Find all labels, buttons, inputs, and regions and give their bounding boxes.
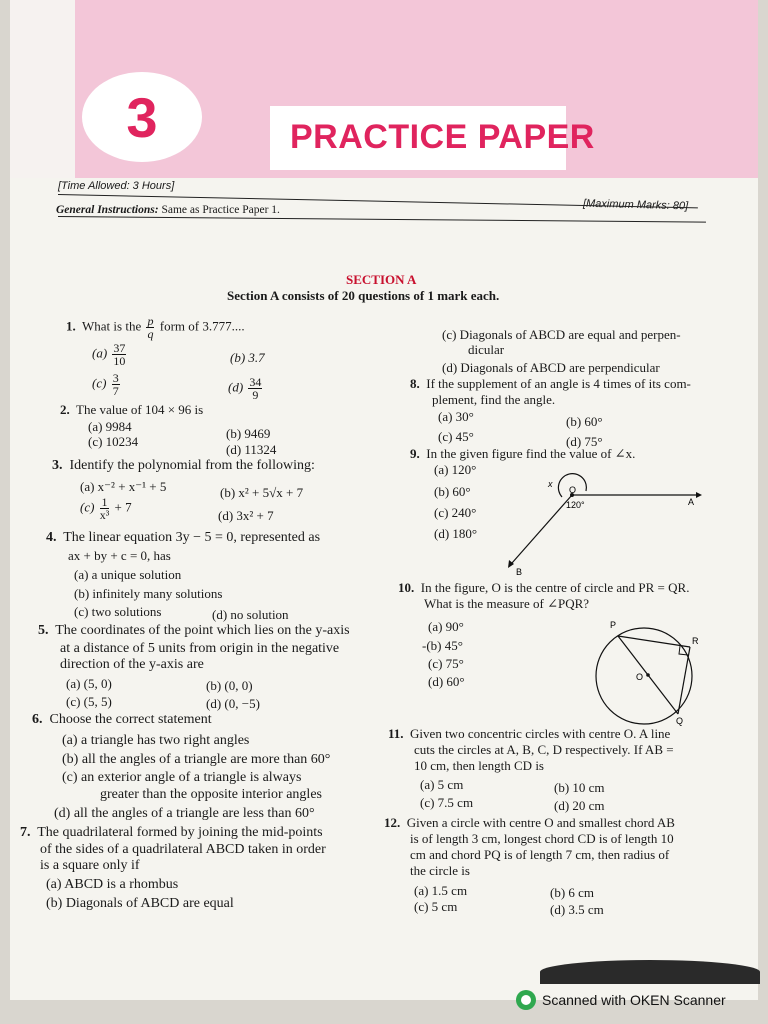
question-1	[66, 315, 245, 340]
question-6	[32, 712, 212, 727]
q12-line-1: Given a circle with centre O and smallest chord AB	[406, 815, 675, 830]
question-11	[388, 726, 670, 741]
q4-option-a: (a) a unique solution	[74, 567, 182, 582]
q7-option-b: (b) Diagonals of ABCD are equal	[46, 896, 234, 911]
q8-number: 8.	[410, 376, 420, 391]
section-subheading: Section A consists of 20 questions of 1 mark each.	[227, 288, 500, 303]
q3-text: Identify the polynomial from the following:	[69, 458, 315, 473]
question-12	[384, 815, 675, 830]
question-5	[38, 623, 350, 638]
q6-option-a: (a) a triangle has two right angles	[62, 733, 250, 748]
scanner-text: Scanned with OKEN Scanner	[542, 992, 726, 1008]
q6-number: 6.	[32, 712, 43, 727]
q7-line-1: The quadrilateral formed by joining the mid-points	[37, 825, 323, 840]
q3-number: 3.	[52, 458, 63, 473]
q3-option-c	[80, 496, 132, 521]
q8-option-b: (b) 60°	[566, 414, 603, 429]
q8-option-a: (a) 30°	[438, 409, 474, 424]
max-marks: [Maximum Marks: 80]	[582, 197, 689, 213]
q1-d-fraction	[248, 376, 262, 401]
q1-d-num: 34	[249, 375, 262, 389]
q2-option-a: (a) 9984	[88, 419, 132, 434]
q9-label-o: O	[569, 485, 577, 495]
q10-line-2: What is the measure of ∠PQR?	[424, 596, 590, 611]
q1-a-num: 37	[113, 341, 126, 355]
q2-option-c: (c) 10234	[88, 434, 139, 449]
q9-label-a: A	[688, 497, 695, 507]
q9-option-b: (b) 60°	[434, 484, 471, 499]
time-allowed: [Time Allowed: 3 Hours]	[58, 180, 175, 192]
q10-label-q: Q	[676, 716, 684, 726]
scanner-watermark	[516, 990, 726, 1010]
q10-option-a: (a) 90°	[428, 619, 464, 634]
q6-option-c-2: greater than the opposite interior angles	[100, 787, 322, 802]
q9-label-angle: 120°	[566, 500, 585, 510]
q4-number: 4.	[46, 530, 57, 545]
q5-line-2: at a distance of 5 units from origin in the negative	[60, 641, 340, 656]
q5-line-3: direction of the y-axis are	[60, 657, 204, 672]
q7-option-a: (a) ABCD is a rhombus	[46, 877, 179, 892]
q11-option-b: (b) 10 cm	[554, 780, 605, 795]
q1-number: 1.	[66, 318, 76, 334]
question-3	[52, 458, 315, 473]
section-heading: SECTION A	[346, 272, 417, 287]
q12-option-d: (d) 3.5 cm	[550, 902, 604, 917]
q1-c-fraction	[112, 372, 120, 397]
q10-option-c: (c) 75°	[428, 656, 464, 671]
q1-a-den: 10	[113, 354, 126, 368]
q12-number: 12.	[384, 815, 401, 830]
q10-chord-rq	[678, 647, 690, 714]
q3-c-tail: + 7	[114, 499, 132, 515]
q2-number: 2.	[60, 402, 70, 417]
q10-number: 10.	[398, 580, 415, 595]
q9-arrow-a	[696, 492, 702, 498]
q1-c-den: 7	[112, 384, 119, 398]
question-9	[410, 446, 635, 461]
q7-option-c-2: dicular	[468, 342, 505, 357]
q3-c-den: x³	[99, 508, 110, 522]
q11-line-2: cuts the circles at A, B, C, D respectively. If AB =	[414, 742, 674, 757]
q9-label-b: B	[516, 567, 523, 577]
q11-number: 11.	[388, 726, 404, 741]
q12-option-a: (a) 1.5 cm	[414, 883, 468, 898]
q12-line-4: the circle is	[410, 863, 470, 878]
q3-option-b: (b) x² + 5√x + 7	[220, 485, 304, 500]
q3-option-a: (a) x⁻² + x⁻¹ + 5	[80, 479, 167, 494]
q9-option-d: (d) 180°	[434, 526, 478, 541]
q1-pq-fraction	[146, 315, 154, 340]
banner-edge	[10, 0, 75, 178]
q10-label-r: R	[692, 636, 699, 646]
q9-figure	[500, 465, 710, 580]
q1-option-a	[92, 342, 128, 367]
q1-c-num: 3	[112, 371, 119, 385]
q8-option-d: (d) 75°	[566, 434, 603, 449]
question-7	[20, 825, 323, 840]
q5-option-b: (b) (0, 0)	[206, 678, 253, 693]
q6-text: Choose the correct statement	[49, 712, 212, 727]
q5-line-1: The coordinates of the point which lies on the y-axis	[55, 623, 350, 638]
q1-a-label: (a)	[92, 345, 108, 361]
q3-c-label: (c)	[80, 499, 95, 515]
q9-number: 9.	[410, 446, 420, 461]
q9-text: In the given figure find the value of ∠x.	[426, 446, 636, 461]
q5-number: 5.	[38, 623, 49, 638]
q1-text-a: What is the	[82, 318, 142, 334]
q11-option-c: (c) 7.5 cm	[420, 795, 474, 810]
q12-line-2: is of length 3 cm, longest chord CD is of length 10	[410, 831, 674, 846]
q6-option-d: (d) all the angles of a triangle are less than 60°	[54, 806, 315, 821]
q8-line-1: If the supplement of an angle is 4 times of its com-	[426, 376, 691, 391]
q1-d-den: 9	[252, 388, 259, 402]
q12-option-b: (b) 6 cm	[550, 885, 595, 900]
general-instructions-text: Same as Practice Paper 1.	[161, 204, 280, 216]
q4-line-1: The linear equation 3y − 5 = 0, represented as	[63, 530, 321, 545]
general-instructions	[56, 204, 280, 216]
question-10	[398, 580, 689, 595]
q12-option-c: (c) 5 cm	[414, 899, 458, 914]
q9-option-a: (a) 120°	[434, 462, 477, 477]
q10-label-o: O	[636, 672, 644, 682]
q1-a-fraction	[112, 342, 126, 367]
q3-c-fraction	[100, 496, 110, 521]
q7-number: 7.	[20, 825, 31, 840]
q11-line-1: Given two concentric circles with centre O. A line	[410, 726, 671, 741]
q10-center-o	[646, 673, 650, 677]
q4-option-b: (b) infinitely many solutions	[74, 586, 223, 601]
q4-line-2: ax + by + c = 0, has	[68, 548, 171, 563]
q6-option-b: (b) all the angles of a triangle are more than 60°	[62, 752, 331, 767]
q2-option-d: (d) 11324	[226, 442, 277, 457]
page-title: PRACTICE PAPER	[290, 118, 595, 156]
q10-label-p: P	[610, 620, 617, 630]
paper-number: 3	[126, 85, 158, 149]
q9-label-x: x	[548, 479, 553, 489]
q10-chord-pr	[618, 636, 690, 647]
q1-q: q	[147, 327, 154, 341]
q11-option-d: (d) 20 cm	[554, 798, 605, 813]
q1-option-c	[92, 372, 122, 397]
general-instructions-label: General Instructions:	[56, 204, 159, 216]
q8-line-2: plement, find the angle.	[432, 392, 556, 407]
q4-option-c: (c) two solutions	[74, 604, 162, 619]
q7-option-c-1: (c) Diagonals of ABCD are equal and perpen-	[442, 327, 681, 342]
q1-text-b: form of 3.777....	[159, 318, 245, 334]
paper-number-badge	[82, 72, 202, 162]
q10-figure	[586, 614, 710, 726]
q1-option-d	[228, 376, 264, 401]
q4-option-d: (d) no solution	[212, 607, 289, 622]
q3-option-d: (d) 3x² + 7	[218, 508, 274, 523]
page-shadow	[540, 960, 760, 984]
q3-c-num: 1	[101, 495, 108, 509]
q10-line-1: In the figure, O is the centre of circle and PR = QR.	[420, 580, 690, 595]
q8-option-c: (c) 45°	[438, 429, 474, 444]
q2-option-b: (b) 9469	[226, 426, 271, 441]
q5-option-c: (c) (5, 5)	[66, 694, 112, 709]
question-8	[410, 376, 691, 391]
q11-option-a: (a) 5 cm	[420, 777, 464, 792]
q7-line-2: of the sides of a quadrilateral ABCD taken in order	[40, 842, 326, 857]
q10-circle	[596, 628, 692, 724]
q9-ray-ob	[512, 495, 572, 563]
question-4	[46, 530, 320, 545]
q6-option-c-1: (c) an exterior angle of a triangle is always	[62, 770, 302, 785]
q5-option-d: (d) (0, −5)	[206, 696, 260, 711]
q2-text: The value of 104 × 96 is	[76, 402, 204, 417]
q1-d-label: (d)	[228, 379, 244, 395]
q7-line-3: is a square only if	[40, 858, 140, 873]
question-2	[60, 402, 203, 417]
q10-option-b: -(b) 45°	[422, 638, 463, 653]
q11-line-3: 10 cm, then length CD is	[414, 758, 544, 773]
q1-c-label: (c)	[92, 375, 107, 391]
q9-option-c: (c) 240°	[434, 505, 477, 520]
q1-option-b: (b) 3.7	[230, 350, 265, 365]
q1-p: p	[147, 314, 154, 328]
q10-option-d: (d) 60°	[428, 674, 465, 689]
oken-logo-icon	[516, 990, 536, 1010]
q7-option-d: (d) Diagonals of ABCD are perpendicular	[442, 360, 660, 375]
q12-line-3: cm and chord PQ is of length 7 cm, then radius of	[410, 847, 670, 862]
q5-option-a: (a) (5, 0)	[66, 676, 112, 691]
